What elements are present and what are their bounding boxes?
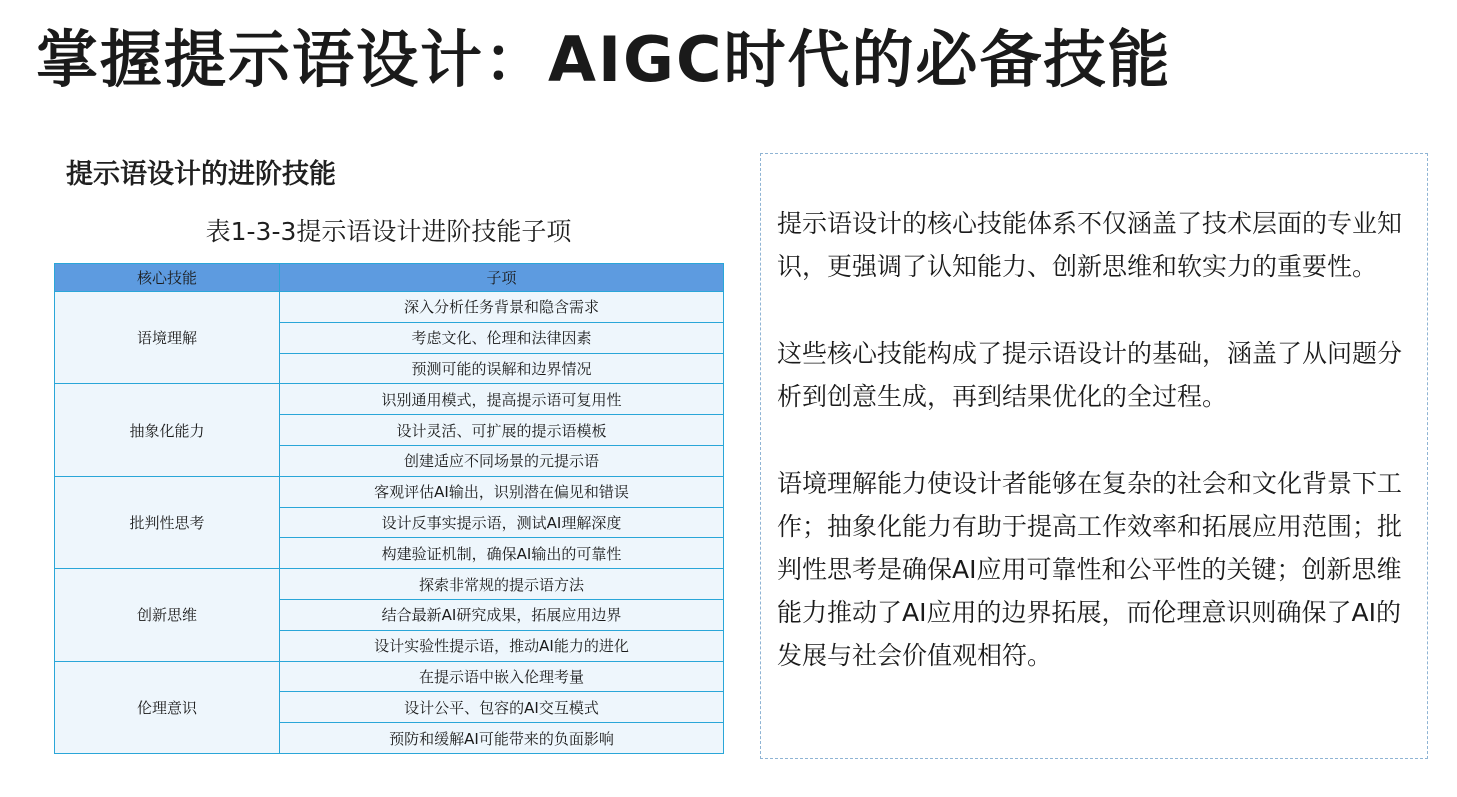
sub-item-cell: 预防和缓解AI可能带来的负面影响 [280, 723, 724, 754]
skill-cell: 创新思维 [55, 569, 280, 661]
paragraph-foundation: 这些核心技能构成了提示语设计的基础，涵盖了从问题分析到创意生成，再到结果优化的全过程。 [777, 339, 1403, 411]
table-header-row [55, 264, 724, 292]
table-row [55, 661, 724, 692]
page-title: 掌握提示语设计：AIGC时代的必备技能 [36, 23, 1172, 96]
sub-item-cell: 深入分析任务背景和隐含需求 [280, 292, 724, 323]
sub-item-cell: 考虑文化、伦理和法律因素 [280, 322, 724, 353]
sub-item-cell: 构建验证机制，确保AI输出的可靠性 [280, 538, 724, 569]
sub-item-cell: 在提示语中嵌入伦理考量 [280, 661, 724, 692]
table-row [55, 384, 724, 415]
sub-item-cell: 客观评估AI输出，识别潜在偏见和错误 [280, 476, 724, 507]
table-caption: 表1-3-3提示语设计进阶技能子项 [205, 217, 572, 246]
paragraph-details: 语境理解能力使设计者能够在复杂的社会和文化背景下工作；抽象化能力有助于提高工作效率和拓展应用范围；批判性思考是确保AI应用可靠性和公平性的关键；创新思维能力推动了AI应用的边界拓展，而伦理意识则确保了AI的发展与社会价值观相符。 [777, 469, 1403, 670]
skill-cell: 语境理解 [55, 292, 280, 384]
sub-item-cell: 设计公平、包容的AI交互模式 [280, 692, 724, 723]
sub-item-cell: 识别通用模式，提高提示语可复用性 [280, 384, 724, 415]
skill-cell: 批判性思考 [55, 476, 280, 568]
column-header-sub-items: 子项 [280, 264, 724, 292]
skill-cell: 伦理意识 [55, 661, 280, 753]
sub-item-cell: 创建适应不同场景的元提示语 [280, 445, 724, 476]
table-row [55, 569, 724, 600]
paragraph-intro: 提示语设计的核心技能体系不仅涵盖了技术层面的专业知识，更强调了认知能力、创新思维和软实力的重要性。 [777, 209, 1403, 281]
sub-item-cell: 设计实验性提示语，推动AI能力的进化 [280, 630, 724, 661]
sub-item-cell: 设计反事实提示语，测试AI理解深度 [280, 507, 724, 538]
column-header-core-skill: 核心技能 [55, 264, 280, 292]
table-row [55, 476, 724, 507]
skill-cell: 抽象化能力 [55, 384, 280, 476]
sub-item-cell: 设计灵活、可扩展的提示语模板 [280, 415, 724, 446]
sub-item-cell: 结合最新AI研究成果，拓展应用边界 [280, 599, 724, 630]
sub-item-cell: 探索非常规的提示语方法 [280, 569, 724, 600]
description-panel [760, 153, 1428, 759]
sub-item-cell: 预测可能的误解和边界情况 [280, 353, 724, 384]
section-heading: 提示语设计的进阶技能 [66, 159, 336, 190]
skills-table [54, 263, 724, 754]
table-row [55, 292, 724, 323]
